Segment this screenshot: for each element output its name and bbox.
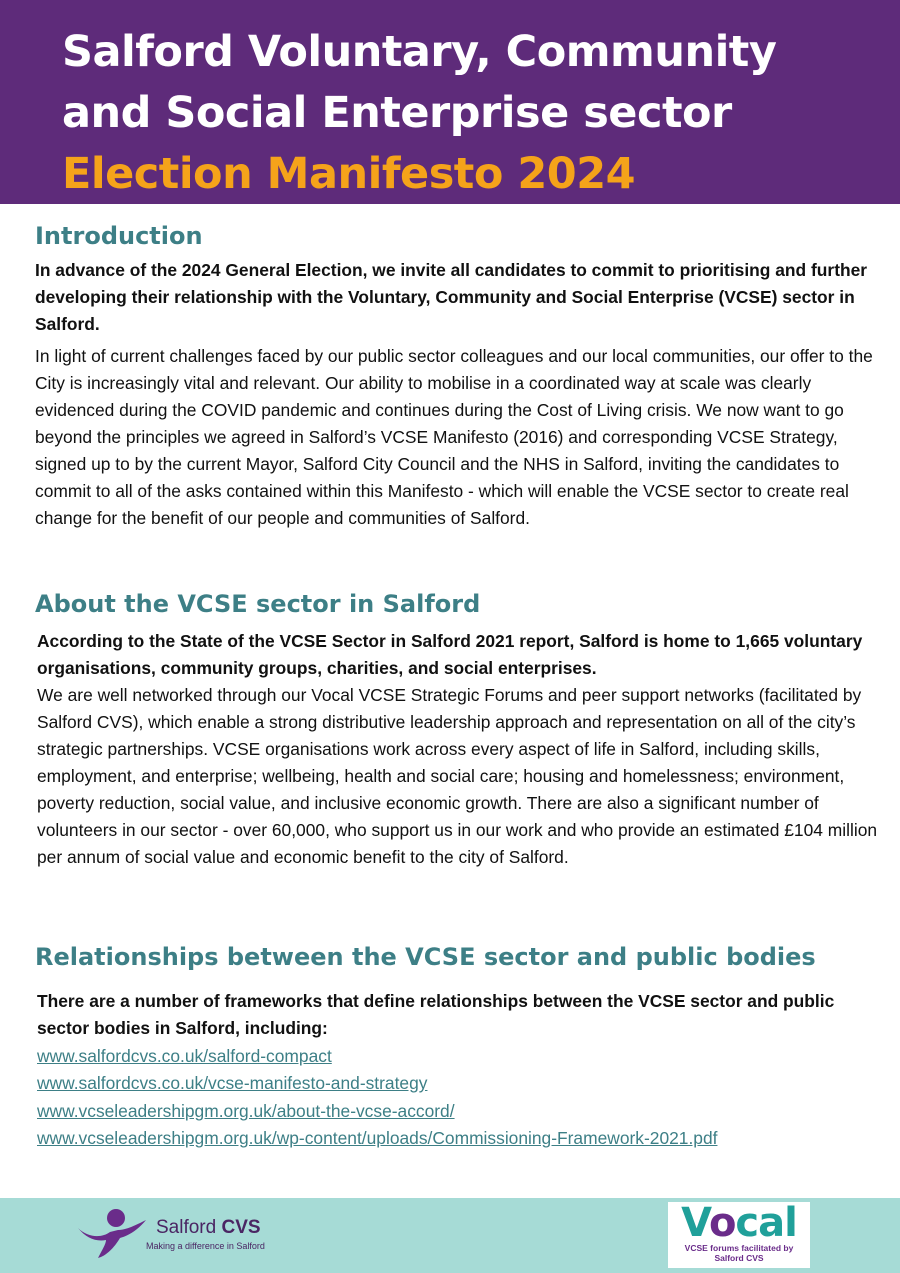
salford-cvs-name: Salford CVS (156, 1217, 261, 1238)
page-title (62, 22, 900, 205)
introduction-body: In light of current challenges faced by our public sector colleagues and our local communities, our offer to the City is increasingly vital and relevant. Our ability to mobilise in a coordinated way at scale was clearly evidenced during the COVID pandemic and continues during the Cost of Living crisis. We now want to go beyond the principles we agreed in Salford’s VCSE Manifesto (2016) and corresponding VCSE Strategy, signed up to by the current Mayor, Salford City Council and the NHS in Salford, inviting the candidates to commit to all of the asks contained within this Manifesto - which will enable the VCSE sector to create real change for the benefit of our people and communities of Salford. (35, 346, 873, 528)
vocal-tagline-1: VCSE forums facilitated by (684, 1243, 794, 1253)
introduction-lead: In advance of the 2024 General Election, we invite all candidates to commit to prioritising and further developing their relationship with the Voluntary, Community and Social Enterprise (VCSE) sector in Salford. (35, 260, 868, 334)
vocal-logo (668, 1202, 810, 1268)
header-banner (0, 0, 900, 204)
relationships-heading: Relationships between the VCSE sector and public bodies (35, 943, 816, 971)
title-line-1: Salford Voluntary, Community (62, 27, 777, 77)
link-salford-compact[interactable]: www.salfordcvs.co.uk/salford-compact (37, 1046, 332, 1066)
vocal-wordmark: Vocal (681, 1200, 797, 1246)
link-commissioning-framework[interactable]: www.vcseleadershipgm.org.uk/wp-content/uploads/Commissioning-Framework-2021.pdf (37, 1127, 718, 1148)
introduction-heading: Introduction (35, 222, 203, 250)
about-lead: According to the State of the VCSE Sector in Salford 2021 report, Salford is home to 1,665 voluntary organisations, community groups, charities, and social enterprises. (37, 631, 863, 678)
salford-cvs-logo (76, 1208, 276, 1260)
link-vcse-manifesto-and-strategy[interactable]: www.salfordcvs.co.uk/vcse-manifesto-and-strategy (37, 1073, 428, 1094)
framework-links (37, 1043, 717, 1152)
title-line-2: and Social Enterprise sector (62, 88, 732, 138)
vocal-tagline-2: Salford CVS (714, 1253, 764, 1263)
title-line-3: Election Manifesto 2024 (62, 149, 636, 199)
relationships-lead: There are a number of frameworks that define relationships between the VCSE sector and public sector bodies in Salford, including: (37, 991, 835, 1038)
link-vcse-accord[interactable]: www.vcseleadershipgm.org.uk/about-the-vcse-accord/ (37, 1100, 455, 1121)
salford-cvs-figure-icon (76, 1208, 156, 1260)
salford-cvs-tagline: Making a difference in Salford (146, 1241, 265, 1251)
footer (0, 1198, 900, 1273)
about-heading: About the VCSE sector in Salford (35, 590, 481, 618)
about-body: We are well networked through our Vocal VCSE Strategic Forums and peer support networks (facilitated by Salford CVS), which enable a strong distributive leadership approach and representation on all of the city’s strategic partnerships. VCSE organisations work across every aspect of life in Salford, including skills, employment, and enterprise; wellbeing, health and social care; housing and homelessness; environment, poverty reduction, social value, and inclusive economic growth. There are also a significant number of volunteers in our sector - over 60,000, who support us in our work and who provide an estimated £104 million per annum of social value and economic benefit to the city of Salford. (37, 685, 878, 867)
